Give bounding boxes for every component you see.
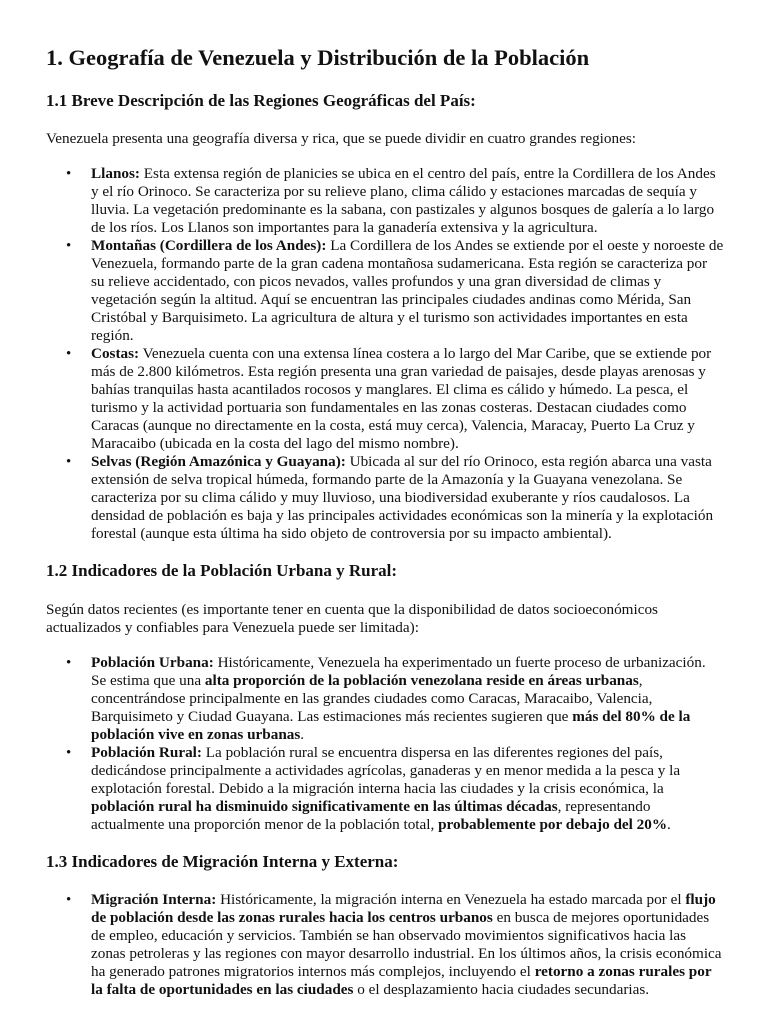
section-heading-migration: 1.3 Indicadores de Migración Interna y Externa: bbox=[46, 851, 399, 871]
section-population bbox=[46, 560, 724, 833]
text-run: Venezuela cuenta con una extensa línea costera a lo largo del Mar Caribe, que se extiende por más de 2.800 kilómetros. Esta región presenta una gran variedad de paisajes, desde playas arenosas y bahías tranquilas hasta acantilados rocosos y manglares. El clima es cálido y húmedo. La pesca, el turismo y la actividad portuaria son fundamentales en las zonas costeras. Destacan ciudades como Caracas (aunque no directamente en la costa, está muy cerca), Valencia, Maracay, Puerto La Cruz y Maracaibo (ubicada en la costa del lago del mismo nombre). bbox=[91, 345, 712, 453]
bold-text: Montañas (Cordillera de los Andes): bbox=[91, 237, 327, 255]
text-run: o el desplazamiento hacia ciudades secundarias. bbox=[353, 980, 650, 998]
migration-list bbox=[46, 891, 724, 999]
list-item bbox=[91, 345, 724, 453]
bold-text: Población Rural: bbox=[91, 743, 202, 761]
text-run: Históricamente, Venezuela ha experimentado un fuerte proceso de urbanización. Se estima que una bbox=[91, 653, 706, 689]
population-list bbox=[46, 654, 724, 834]
text-run: Esta extensa región de planicies se ubica en el centro del país, entre la Cordillera de los Andes y el río Orinoco. Se caracteriza por su relieve plano, clima cálido y estaciones marcadas de sequía y lluvia. La vegetación predominante es la sabana, con pastizales y algunos bosques de galería a lo largo de los ríos. Los Llanos son importantes para la ganadería extensiva y la agricultura. bbox=[91, 165, 716, 237]
document-title: 1. Geografía de Venezuela y Distribución de la Población bbox=[46, 45, 590, 70]
bold-text: Costas: bbox=[91, 345, 140, 363]
bold-text: población rural ha disminuido significativamente en las últimas décadas bbox=[91, 797, 558, 815]
text-run: en busca de mejores oportunidades de empleo, educación y servicios. También se han observado movimientos significativos hacia las zonas petroleras y las regiones con mayor desarrollo industrial. En los últimos años, la crisis económica ha generado patrones migratorios internos más complejos, incluyendo el bbox=[91, 908, 722, 980]
list-item bbox=[91, 891, 724, 999]
bold-text: Selvas (Región Amazónica y Guayana): bbox=[91, 453, 346, 471]
bold-text: flujo de población desde las zonas rurales hacia los centros urbanos bbox=[91, 890, 716, 926]
section-regions bbox=[46, 90, 724, 543]
section-heading-regions: 1.1 Breve Descripción de las Regiones Geográficas del País: bbox=[46, 91, 476, 111]
text-run: Históricamente, la migración interna en Venezuela ha estado marcada por el bbox=[216, 890, 686, 908]
section-migration bbox=[46, 851, 724, 999]
text-run: La Cordillera de los Andes se extiende por el oeste y noroeste de Venezuela, formando parte de la gran cadena montañosa sudamericana. Esta región se caracteriza por su relieve accidentado, con picos nevados, valles profundos y una gran diversidad de climas y vegetación según la altitud. Aquí se encuentran las principales ciudades andinas como Mérida, San Cristóbal y Barquisimeto. La agricultura de altura y el turismo son actividades importantes en esta región. bbox=[91, 237, 724, 345]
section-intro-regions: Venezuela presenta una geografía diversa y rica, que se puede dividir en cuatro grandes regiones: bbox=[46, 130, 636, 148]
text-run: Ubicada al sur del río Orinoco, esta región abarca una vasta extensión de selva tropical húmeda, formando parte de la Amazonía y la Guayana venezolana. Se caracteriza por su clima cálido y muy lluvioso, una biodiversidad exuberante y ríos caudalosos. La densidad de población es baja y las principales actividades económicas son la minería y la explotación forestal (aunque esta última ha sido objeto de controversia por su impacto ambiental). bbox=[91, 453, 714, 543]
list-item bbox=[91, 237, 724, 345]
list-item bbox=[91, 744, 724, 834]
text-run: . bbox=[667, 815, 671, 833]
bold-text: Llanos: bbox=[91, 165, 140, 183]
bold-text: alta proporción de la población venezolana reside en áreas urbanas bbox=[204, 671, 639, 689]
bold-text: más del 80% de la población vive en zonas urbanas bbox=[91, 707, 691, 743]
text-run: . bbox=[300, 725, 305, 743]
list-item bbox=[91, 654, 724, 744]
list-item bbox=[91, 453, 724, 543]
section-intro-population: Según datos recientes (es importante tener en cuenta que la disponibilidad de datos socioeconómicos actualizados y confiables para Venezuela puede ser limitada): bbox=[46, 600, 658, 636]
regions-list bbox=[46, 165, 724, 543]
text-run: , concentrándose principalmente en las grandes ciudades como Caracas, Maracaibo, Valencia, Barquisimeto y Ciudad Guayana. Las estimaciones más recientes sugieren que bbox=[91, 671, 653, 725]
section-heading-population: 1.2 Indicadores de la Población Urbana y Rural: bbox=[46, 561, 398, 581]
text-run: , representando actualmente una proporción menor de la población total, bbox=[91, 797, 651, 833]
bold-text: retorno a zonas rurales por la falta de oportunidades en las ciudades bbox=[91, 962, 712, 998]
bold-text: probablemente por debajo del 20% bbox=[438, 815, 668, 833]
list-item bbox=[91, 165, 724, 237]
bold-text: Población Urbana: bbox=[91, 653, 214, 671]
text-run: La población rural se encuentra dispersa en las diferentes regiones del país, dedicándose principalmente a actividades agrícolas, ganaderas y en menor medida a la pesca y la explotación forestal. Debido a la migración interna hacia las ciudades y la crisis económica, la bbox=[91, 743, 681, 797]
bold-text: Migración Interna: bbox=[91, 890, 217, 908]
